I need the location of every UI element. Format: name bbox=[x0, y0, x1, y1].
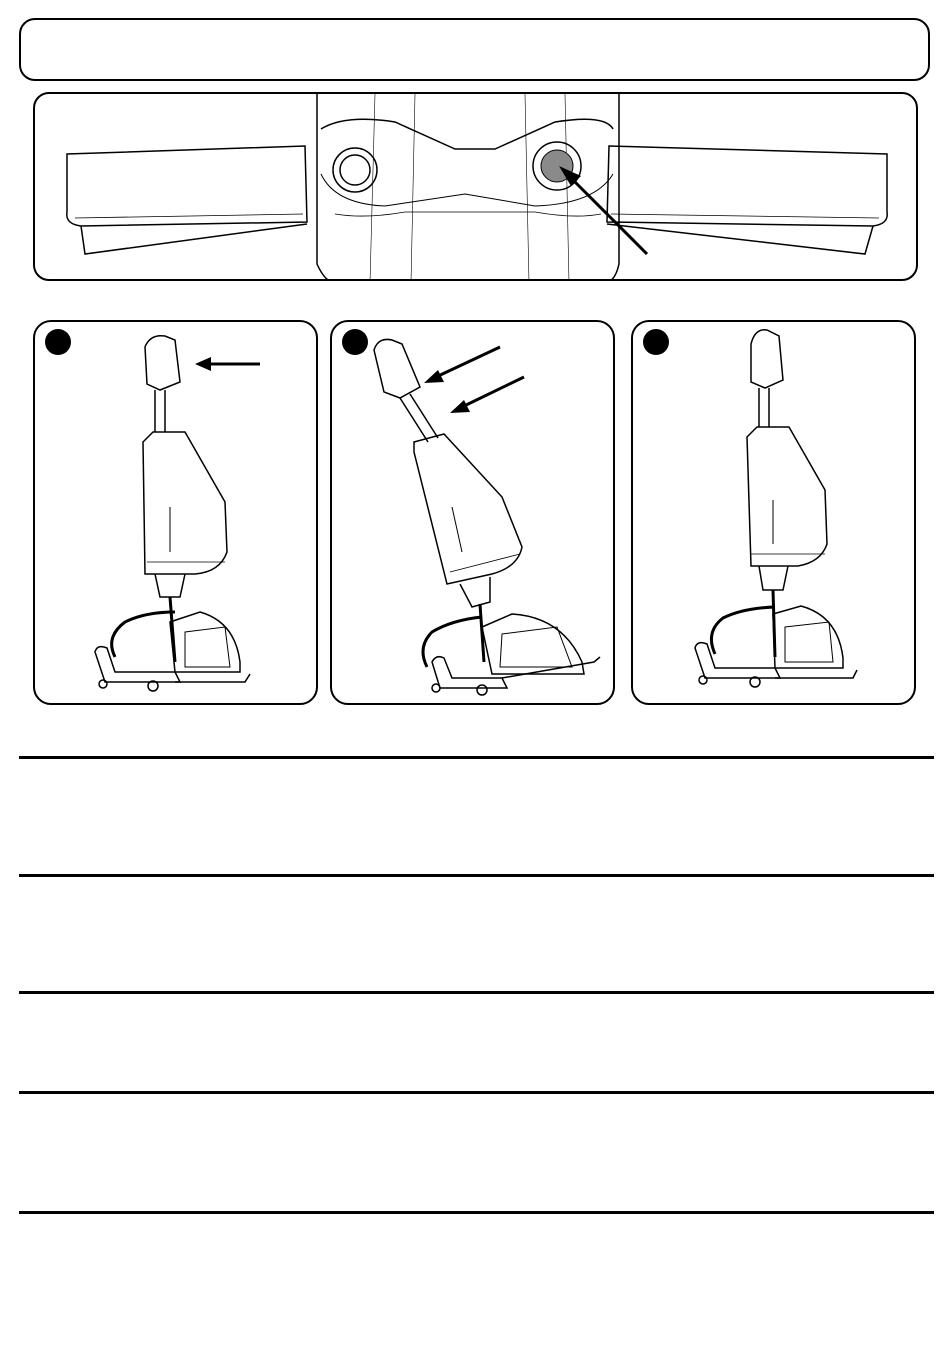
step-3-illustration bbox=[633, 322, 916, 705]
handle-closeup-panel bbox=[33, 92, 918, 281]
instruction-rule-3 bbox=[19, 991, 934, 994]
handle-closeup-illustration bbox=[35, 94, 918, 281]
step-2-panel bbox=[330, 320, 615, 705]
instruction-rule-4 bbox=[19, 1091, 934, 1094]
instruction-rule-5 bbox=[19, 1211, 934, 1214]
step-1-panel bbox=[33, 320, 318, 705]
step-2-illustration bbox=[332, 322, 615, 705]
step-1-illustration bbox=[35, 322, 318, 705]
instruction-rule-1 bbox=[19, 756, 934, 759]
instruction-rule-2 bbox=[19, 874, 934, 877]
step-3-panel bbox=[631, 320, 916, 705]
title-box bbox=[19, 18, 930, 81]
